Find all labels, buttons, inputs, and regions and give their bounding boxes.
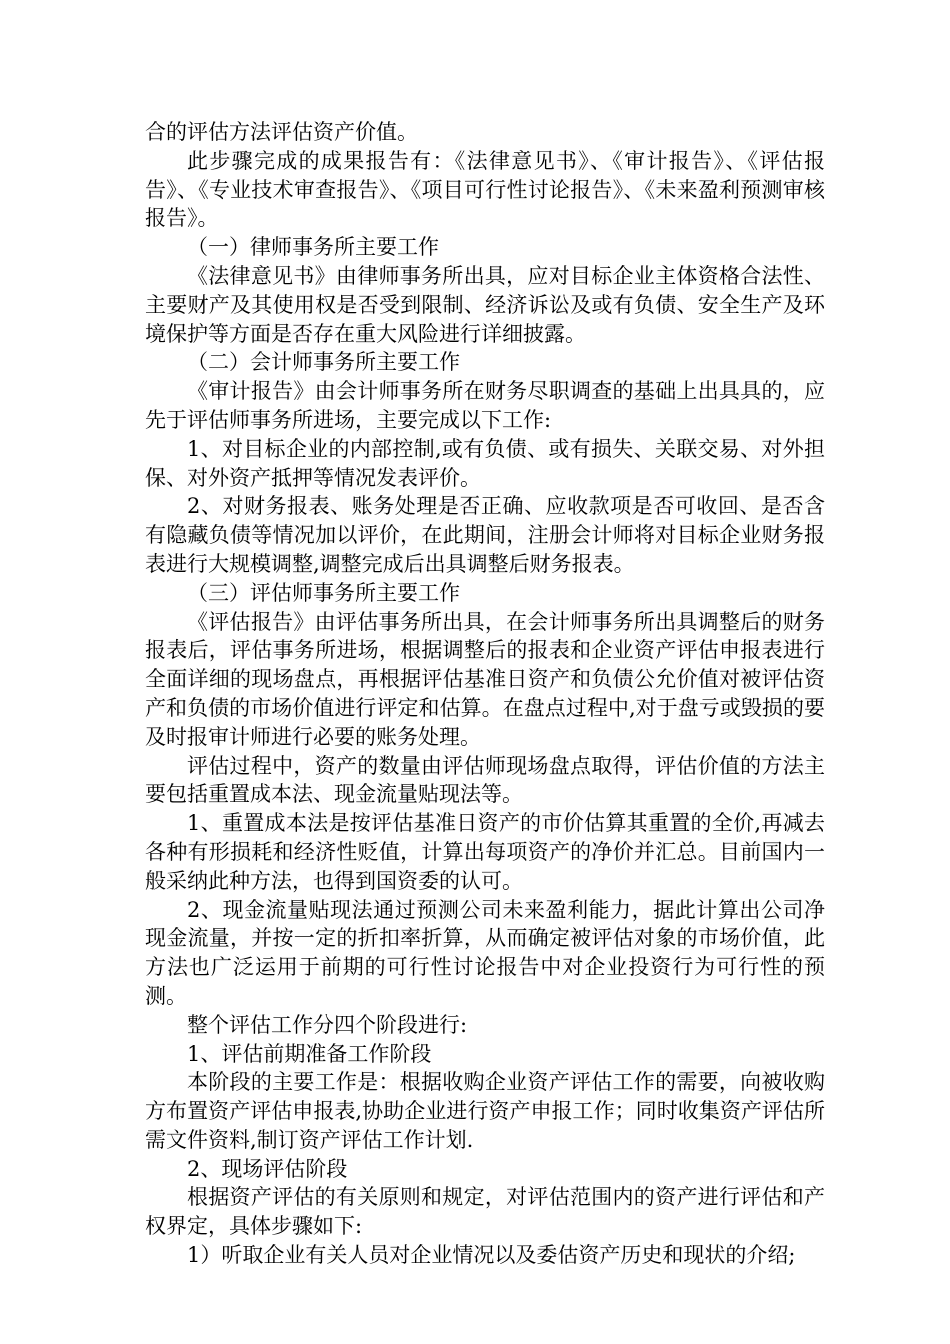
list-item: 1、对目标企业的内部控制,或有负债、或有损失、关联交易、对外担保、对外资产抵押等情况发表评价。 <box>145 436 825 490</box>
list-item: 1、重置成本法是按评估基准日资产的市价估算其重置的全价,再减去各种有形损耗和经济性贬值，计算出每项资产的净价并汇总。目前国内一般采纳此种方法，也得到国资委的认可。 <box>145 811 825 893</box>
paragraph: 整个评估工作分四个阶段进行: <box>187 1012 468 1037</box>
paragraph: 《评估报告》由评估事务所出具，在会计师事务所出具调整后的财务报表后，评估事务所进场，根据调整后的报表和企业资产评估申报表进行全面详细的现场盘点，再根据评估基准日资产和负债公允价值对被评估资产和负债的市场价值进行评定和估算。在盘点过程中,对于盘亏或毁损的要及时报审计师进行必要的账务处理。 <box>145 609 825 749</box>
paragraph: 此步骤完成的成果报告有：《法律意见书》、《审计报告》、《评估报告》、《专业技术审查报告》、《项目可行性讨论报告》、《未来盈利预测审核报告》。 <box>145 148 825 231</box>
section-heading: （三）评估师事务所主要工作 <box>187 580 460 605</box>
paragraph: 《法律意见书》由律师事务所出具，应对目标企业主体资格合法性、主要财产及其使用权是否受到限制、经济诉讼及或有负债、安全生产及环境保护等方面是否存在重大风险进行详细披露。 <box>145 263 825 346</box>
paragraph: 合的评估方法评估资产价值。 <box>145 120 418 144</box>
stage-heading: 1、评估前期准备工作阶段 <box>187 1041 432 1066</box>
list-item: 2、对财务报表、账务处理是否正确、应收款项是否可收回、是否含有隐藏负债等情况加以评价，在此期间，注册会计师将对目标企业财务报表进行大规模调整,调整完成后出具调整后财务报表。 <box>145 494 825 576</box>
paragraph: 根据资产评估的有关原则和规定，对评估范围内的资产进行评估和产权界定，具体步骤如下: <box>145 1185 825 1239</box>
list-item: 1）听取企业有关人员对企业情况以及委估资产历史和现状的介绍; <box>187 1243 796 1268</box>
section-heading: （二）会计师事务所主要工作 <box>187 350 460 375</box>
paragraph: 《审计报告》由会计师事务所在财务尽职调查的基础上出具具的，应先于评估师事务所进场，主要完成以下工作: <box>145 379 825 432</box>
document-body <box>145 118 825 1270</box>
list-item: 2、现金流量贴现法通过预测公司未来盈利能力，据此计算出公司净现金流量，并按一定的折扣率折算，从而确定被评估对象的市场价值，此方法也广泛运用于前期的可行性讨论报告中对企业投资行为可行性的预测。 <box>145 897 825 1008</box>
section-heading: （一）律师事务所主要工作 <box>187 235 439 260</box>
stage-heading: 2、现场评估阶段 <box>187 1156 348 1181</box>
paragraph: 评估过程中，资产的数量由评估师现场盘点取得，评估价值的方法主要包括重置成本法、现金流量贴现法等。 <box>145 753 825 807</box>
paragraph: 本阶段的主要工作是：根据收购企业资产评估工作的需要，向被收购方布置资产评估申报表,协助企业进行资产申报工作；同时收集资产评估所需文件资料,制订资产评估工作计划. <box>145 1070 825 1152</box>
